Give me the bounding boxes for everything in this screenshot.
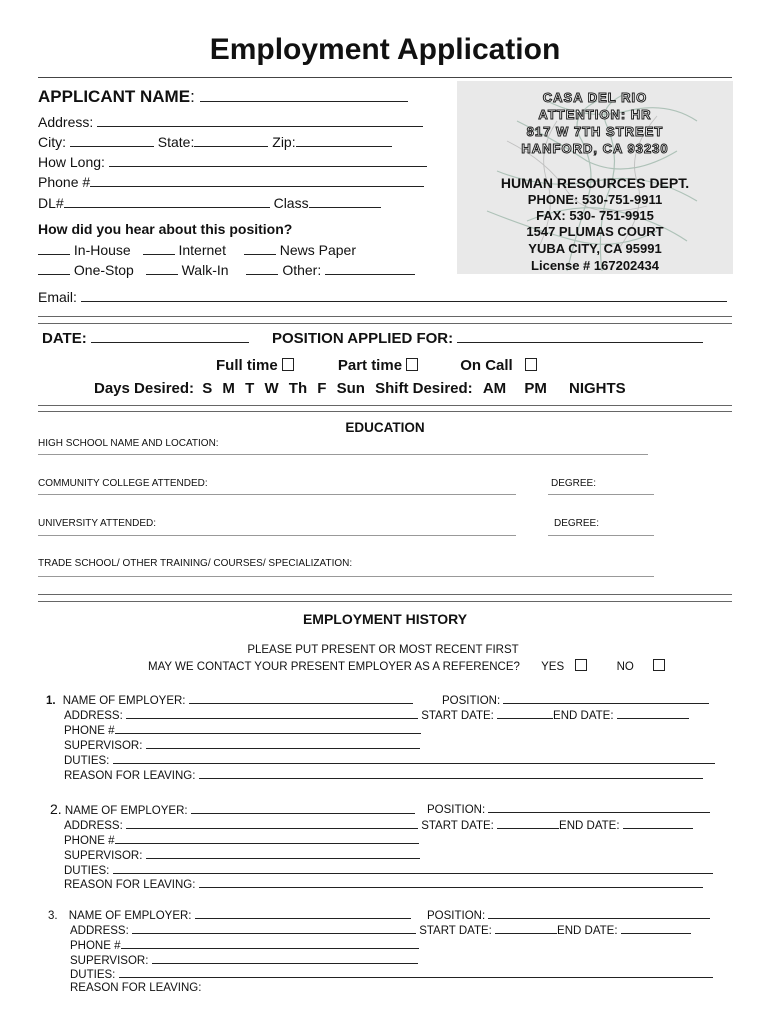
date-row	[42, 330, 249, 347]
title-divider	[38, 77, 732, 78]
hear-question: How did you hear about this position?	[38, 221, 293, 237]
shift-nights[interactable]: NIGHTS	[569, 380, 626, 397]
state-label: State:	[157, 134, 195, 150]
employment-note: PLEASE PUT PRESENT OR MOST RECENT FIRST	[247, 644, 519, 656]
company-attention: ATTENTION: HR	[538, 107, 652, 122]
zip-field[interactable]	[296, 135, 392, 147]
option-other: Other:	[282, 262, 322, 278]
applicant-name-row: APPLICANT NAME:	[38, 87, 408, 107]
position-applied-row	[272, 330, 703, 347]
how-long-label: How Long:	[38, 154, 105, 170]
day-f[interactable]: F	[317, 380, 327, 397]
employer-3-reason-label: REASON FOR LEAVING:	[70, 982, 202, 994]
employer-1-address-label: ADDRESS:	[64, 710, 123, 722]
employer-1-supervisor-row	[64, 737, 420, 752]
employer-3-phone-label: PHONE #	[70, 940, 121, 952]
option-walkin: Walk-In	[181, 262, 229, 278]
full-time-checkbox[interactable]	[282, 358, 294, 371]
shift-am[interactable]: AM	[482, 380, 507, 397]
employer-3-duties-row	[70, 966, 713, 981]
employer-1-end-label: END DATE:	[553, 710, 614, 722]
date-field[interactable]	[91, 331, 249, 343]
employer-2-supervisor-row	[64, 847, 420, 862]
company-fax: FAX: 530- 751-9915	[536, 208, 654, 223]
option-newspaper-blank[interactable]	[244, 243, 276, 255]
dl-label: DL#	[38, 195, 64, 211]
employer-1-end-field[interactable]	[617, 707, 689, 719]
employer-1-duties-label: DUTIES:	[64, 755, 110, 767]
employer-2-phone-field[interactable]	[115, 832, 419, 844]
address-row	[38, 114, 423, 130]
option-newspaper: News Paper	[279, 242, 357, 258]
day-t[interactable]: T	[245, 380, 255, 397]
hear-options-row-2	[38, 262, 415, 278]
employer-3-phone-row	[70, 937, 419, 952]
employer-2-name-row	[50, 801, 415, 817]
company-city2: YUBA CITY, CA 95991	[528, 241, 662, 256]
employer-1-position-label: POSITION:	[442, 695, 501, 707]
employer-2-address-label: ADDRESS:	[64, 820, 123, 832]
zip-label: Zip:	[272, 134, 296, 150]
employer-1-reason-row	[64, 767, 703, 782]
employer-2-position-label: POSITION:	[427, 804, 486, 816]
employer-2-address-field[interactable]	[126, 817, 418, 829]
on-call-checkbox[interactable]	[525, 358, 537, 371]
divider-3b	[38, 601, 732, 602]
trade-school-label: TRADE SCHOOL/ OTHER TRAINING/ COURSES/ SPECIALIZATION:	[38, 558, 353, 569]
position-applied-field[interactable]	[457, 331, 703, 343]
employer-1-name-field[interactable]	[189, 692, 413, 704]
part-time-checkbox[interactable]	[406, 358, 418, 371]
contact-yes-checkbox[interactable]	[575, 659, 587, 671]
applicant-name-field[interactable]	[200, 90, 408, 102]
employer-2-reason-field[interactable]	[199, 876, 703, 888]
how-long-field[interactable]	[109, 155, 427, 167]
employer-2-start-field[interactable]	[497, 817, 559, 829]
day-sun[interactable]: Sun	[336, 380, 365, 397]
employer-1-supervisor-label: SUPERVISOR:	[64, 740, 143, 752]
employer-3-address-field[interactable]	[132, 922, 416, 934]
employer-1-reason-field[interactable]	[199, 767, 703, 779]
city-label: City:	[38, 134, 66, 150]
employment-heading: EMPLOYMENT HISTORY	[302, 611, 468, 627]
employer-1-start-label: START DATE:	[421, 710, 494, 722]
employer-3-supervisor-label: SUPERVISOR:	[70, 955, 149, 967]
employer-1-phone-row	[64, 722, 421, 737]
divider-1b	[38, 323, 732, 324]
univ-degree-field[interactable]	[548, 535, 654, 536]
employer-3-end-label: END DATE:	[557, 925, 618, 937]
position-applied-label: POSITION APPLIED FOR:	[272, 330, 454, 347]
employer-2-number: 2.	[50, 801, 62, 817]
option-other-blank[interactable]	[246, 263, 278, 275]
community-college-field[interactable]	[38, 494, 516, 495]
date-label: DATE:	[42, 330, 87, 347]
phone-label: Phone #	[38, 174, 91, 190]
employer-3-position-row	[427, 907, 710, 922]
employer-1-address-field[interactable]	[126, 707, 418, 719]
phone-field[interactable]	[90, 175, 424, 187]
divider-2b	[38, 411, 732, 412]
company-court: 1547 PLUMAS COURT	[526, 224, 664, 239]
email-row	[38, 289, 727, 305]
employer-1-phone-field[interactable]	[115, 722, 421, 734]
divider-2a	[38, 405, 732, 406]
option-walkin-blank[interactable]	[146, 263, 178, 275]
employer-2-name-label: NAME OF EMPLOYER:	[64, 805, 188, 817]
high-school-label: HIGH SCHOOL NAME AND LOCATION:	[38, 438, 219, 449]
shift-label: Shift Desired:	[375, 380, 473, 397]
employer-3-number: 3.	[48, 910, 58, 922]
company-city: HANFORD, CA 93230	[521, 141, 669, 156]
employer-3-start-field[interactable]	[495, 922, 557, 934]
employer-2-end-label: END DATE:	[559, 820, 620, 832]
employer-2-reason-label: REASON FOR LEAVING:	[64, 879, 196, 891]
state-field[interactable]	[194, 135, 268, 147]
company-street: 817 W 7TH STREET	[526, 124, 664, 139]
address-field[interactable]	[97, 115, 423, 127]
employer-3-start-label: START DATE:	[419, 925, 492, 937]
dl-row	[38, 195, 381, 211]
on-call-label: On Call	[460, 357, 513, 374]
employer-3-reason-row	[70, 981, 202, 994]
employer-1-start-field[interactable]	[497, 707, 553, 719]
employer-2-duties-label: DUTIES:	[64, 865, 110, 877]
employer-3-address-label: ADDRESS:	[70, 925, 129, 937]
employer-2-phone-row	[64, 832, 419, 847]
employer-1-supervisor-field[interactable]	[146, 737, 420, 749]
employer-3-phone-field[interactable]	[121, 937, 419, 949]
employer-1-duties-row	[64, 752, 715, 767]
employer-3-position-label: POSITION:	[427, 910, 486, 922]
univ-degree-label: DEGREE:	[554, 518, 600, 529]
option-internet-blank[interactable]	[143, 243, 175, 255]
employer-1-address-row	[64, 707, 689, 722]
employer-2-supervisor-label: SUPERVISOR:	[64, 850, 143, 862]
email-field[interactable]	[81, 290, 727, 302]
employer-2-duties-field[interactable]	[113, 862, 713, 874]
company-phone: PHONE: 530-751-9911	[527, 192, 663, 207]
employer-2-name-field[interactable]	[191, 802, 415, 814]
divider-1a	[38, 316, 732, 317]
divider-3a	[38, 594, 732, 595]
page-title: Employment Application	[209, 33, 561, 66]
option-onestop-blank[interactable]	[38, 263, 70, 275]
contact-question: MAY WE CONTACT YOUR PRESENT EMPLOYER AS A REFERENCE?	[148, 661, 520, 673]
phone-row	[38, 174, 424, 190]
trade-school-field[interactable]	[38, 576, 654, 577]
class-label: Class	[273, 195, 309, 211]
employer-2-address-row	[64, 817, 693, 832]
full-time-label: Full time	[216, 357, 278, 374]
community-college-label: COMMUNITY COLLEGE ATTENDED:	[38, 478, 208, 489]
education-heading: EDUCATION	[345, 420, 425, 435]
employer-2-start-label: START DATE:	[421, 820, 494, 832]
high-school-field[interactable]	[38, 454, 648, 455]
employer-3-position-field[interactable]	[488, 907, 710, 919]
employer-3-duties-field[interactable]	[119, 966, 713, 978]
employer-1-name-label: NAME OF EMPLOYER:	[62, 695, 186, 707]
cc-degree-label: DEGREE:	[551, 478, 597, 489]
employer-3-name-row	[48, 907, 411, 922]
employer-2-reason-row	[64, 876, 703, 891]
employer-1-phone-label: PHONE #	[64, 725, 115, 737]
employer-1-duties-field[interactable]	[113, 752, 715, 764]
employer-3-duties-label: DUTIES:	[70, 969, 116, 981]
employer-1-number: 1.	[46, 695, 56, 707]
option-onestop: One-Stop	[73, 262, 134, 278]
employer-3-supervisor-row	[70, 952, 418, 967]
employer-1-reason-label: REASON FOR LEAVING:	[64, 770, 196, 782]
contact-no-label: NO	[616, 661, 634, 673]
employer-3-name-field[interactable]	[195, 907, 411, 919]
dl-field[interactable]	[64, 196, 270, 208]
part-time-label: Part time	[337, 357, 403, 374]
company-license: License # 167202434	[531, 258, 659, 273]
contact-row	[148, 659, 665, 673]
day-w[interactable]: W	[264, 380, 279, 397]
shift-pm[interactable]: PM	[524, 380, 547, 397]
option-other-field[interactable]	[325, 263, 415, 275]
city-row	[38, 134, 392, 150]
employment-type-row	[216, 357, 537, 374]
employer-3-end-field[interactable]	[621, 922, 691, 934]
days-shift-row	[94, 380, 626, 397]
employer-2-position-row	[427, 801, 710, 816]
employer-2-position-field[interactable]	[488, 801, 710, 813]
employer-2-phone-label: PHONE #	[64, 835, 115, 847]
option-inhouse-blank[interactable]	[38, 243, 70, 255]
company-name: CASA DEL RIO	[542, 90, 648, 105]
employer-1-position-row	[442, 692, 709, 707]
address-label: Address:	[38, 114, 94, 130]
employer-1-name-row	[46, 692, 413, 707]
day-m[interactable]: M	[222, 380, 235, 397]
city-field[interactable]	[70, 135, 154, 147]
day-th[interactable]: Th	[288, 380, 308, 397]
company-letterhead	[457, 81, 733, 274]
employer-3-name-label: NAME OF EMPLOYER:	[68, 910, 192, 922]
employer-3-address-row	[70, 922, 691, 937]
class-field[interactable]	[309, 196, 381, 208]
university-label: UNIVERSITY ATTENDED:	[38, 518, 156, 529]
email-label: Email:	[38, 289, 77, 305]
option-internet: Internet	[178, 242, 226, 258]
hear-options-row-1	[38, 242, 356, 258]
option-inhouse: In-House	[73, 242, 131, 258]
how-long-row	[38, 154, 427, 170]
employer-1-position-field[interactable]	[503, 692, 709, 704]
employer-3-supervisor-field[interactable]	[152, 952, 418, 964]
company-dept: HUMAN RESOURCES DEPT.	[500, 175, 690, 191]
employer-2-supervisor-field[interactable]	[146, 847, 420, 859]
contact-yes-label: YES	[541, 661, 565, 673]
day-s[interactable]: S	[202, 380, 213, 397]
employer-2-end-field[interactable]	[623, 817, 693, 829]
contact-no-checkbox[interactable]	[653, 659, 665, 671]
days-label: Days Desired:	[94, 380, 195, 397]
university-field[interactable]	[38, 535, 516, 536]
cc-degree-field[interactable]	[548, 494, 654, 495]
employer-2-duties-row	[64, 862, 713, 877]
applicant-name-label: APPLICANT NAME	[38, 87, 191, 106]
